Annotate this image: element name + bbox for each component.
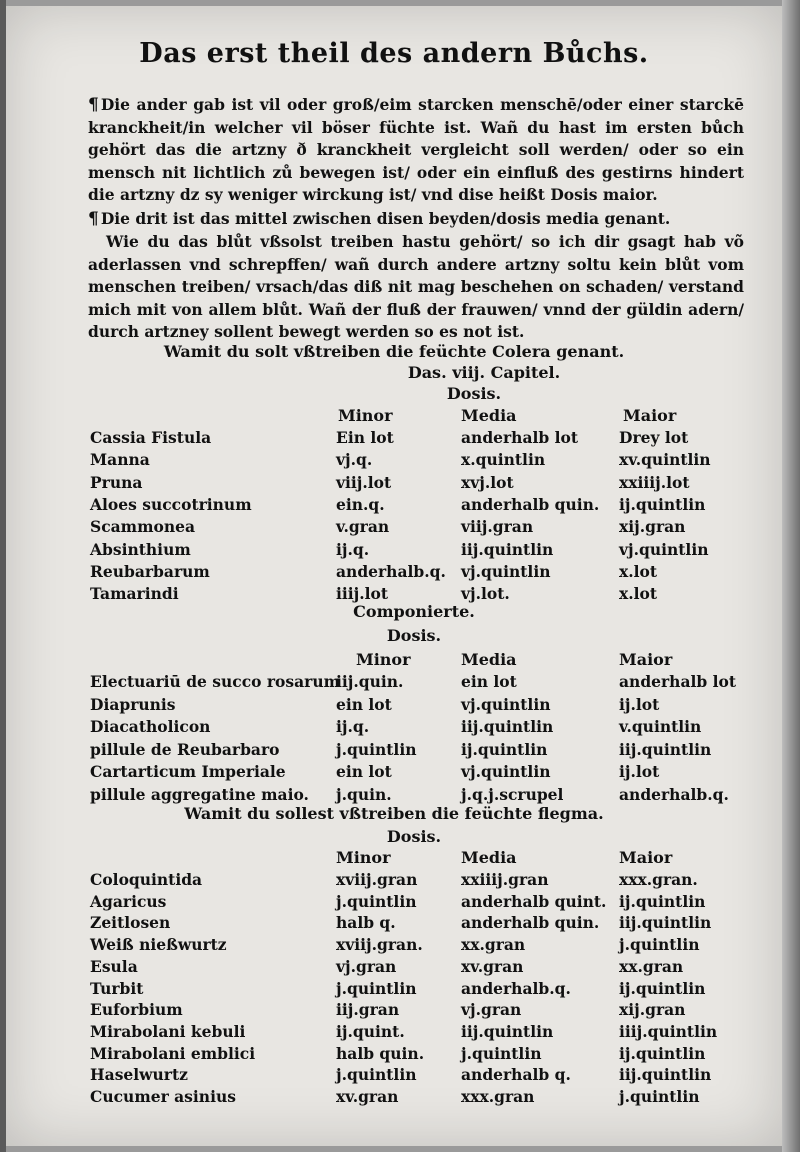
dose-media: x.quintlin xyxy=(461,450,546,470)
dose-media: vj.quintlin xyxy=(461,694,551,714)
ingredient-name: Esula xyxy=(90,956,138,976)
dose-maior: ij.lot xyxy=(619,762,660,781)
dose-minor: j.quintlin xyxy=(336,1065,417,1085)
pilcrow-icon: ¶ xyxy=(88,95,99,115)
dose-minor: xv.gran xyxy=(336,1087,399,1106)
book-page xyxy=(6,6,782,1146)
table-row xyxy=(6,473,782,495)
dose-minor: xviij.gran. xyxy=(336,935,423,955)
dose-media: ein lot xyxy=(461,672,517,691)
dose-media: j.q.j.scrupel xyxy=(461,784,564,804)
section3-dosis: Dosis. xyxy=(386,827,442,846)
col-minor: Minor xyxy=(338,406,393,425)
paragraph-3-text: Wie du das blůt vßsolst treiben hastu gehört/ so ich dir gsagt hab võ aderlassen vnd schrepffen/ wañ durch andere artzny soltu kein blůt vom menschen treiben/ vrsach/das diß nit mag beschehen on schaden/ verstand mich mit von allem blůt. Wañ der fluß der frauwen/ vnnd der güldin adern/ durch artzney sollent bewegt werden so es not ist. xyxy=(88,232,744,342)
dose-media: iij.quintlin xyxy=(461,539,554,559)
dose-maior: Drey lot xyxy=(619,428,689,447)
ingredient-name: Diaprunis xyxy=(90,694,176,714)
table-row xyxy=(6,935,782,957)
dose-media: anderhalb.q. xyxy=(461,978,571,998)
dose-media: xvj.lot xyxy=(461,472,514,492)
dose-maior: ij.quintlin xyxy=(619,978,706,998)
section1-heading: Wamit du solt vßtreiben die feüchte Colera genant. xyxy=(163,342,625,361)
table-row xyxy=(6,450,782,472)
section2-dosis: Dosis. xyxy=(386,626,442,645)
dose-media: anderhalb q. xyxy=(461,1065,571,1085)
ingredient-name: pillule aggregatine maio. xyxy=(90,784,309,804)
dose-maior: xv.quintlin xyxy=(619,450,711,470)
dose-minor: ein lot xyxy=(336,694,392,714)
dose-media: anderhalb lot xyxy=(461,428,578,447)
dose-minor: iij.gran xyxy=(336,1000,400,1020)
paragraph-2-text: Die drit ist das mittel zwischen disen beyden/dosis media genant. xyxy=(100,209,671,228)
ingredient-name: Tamarindi xyxy=(90,584,179,604)
dose-maior: ij.quintlin xyxy=(619,1043,706,1063)
dose-media: xxx.gran xyxy=(461,1087,535,1106)
dose-maior: anderhalb lot xyxy=(619,672,736,691)
dose-minor: halb q. xyxy=(336,913,396,933)
table-row xyxy=(6,717,782,739)
ingredient-name: Cassia Fistula xyxy=(90,428,212,447)
dose-media: xv.gran xyxy=(461,956,524,976)
dose-maior: xij.gran xyxy=(619,1000,686,1020)
ingredient-name: Reubarbarum xyxy=(90,561,210,581)
dose-minor: viij.lot xyxy=(336,472,392,492)
ingredient-name: Aloes succotrinum xyxy=(90,494,252,514)
paragraph-1-text: Die ander gab ist vil oder groß/eim starcken menschē/oder einer starckē kranckheit/in welcher vil böser füchte ist. Wañ du hast im ersten bůch gehört das die artzny ð kranckheit vergleicht soll werden/ oder so ein mensch nit lichtlich zů bewegen ist/ oder ein einfluß des gestirns hindert die artzny dz sy weniger wirckung ist/ vnd dise heißt Dosis maior. xyxy=(88,95,744,205)
col-media: Media xyxy=(461,650,517,669)
dose-maior: iij.quintlin xyxy=(619,913,712,933)
dose-media: anderhalb quint. xyxy=(461,891,607,911)
ingredient-name: Diacatholicon xyxy=(90,717,211,736)
section3-heading: Wamit du sollest vßtreiben die feüchte flegma. xyxy=(184,804,604,823)
col-maior: Maior xyxy=(619,650,673,669)
ingredient-name: Weiß nießwurtz xyxy=(90,935,227,955)
dose-maior: j.quintlin xyxy=(619,935,700,955)
dose-minor: xviij.gran xyxy=(336,870,418,889)
ingredient-name: Absinthium xyxy=(90,539,191,559)
ingredient-name: Pruna xyxy=(90,472,143,492)
table-row xyxy=(6,979,782,1001)
dose-minor: Ein lot xyxy=(336,428,394,447)
dose-minor: ein lot xyxy=(336,762,392,781)
col-media: Media xyxy=(461,848,517,867)
table-row xyxy=(6,740,782,762)
table-row xyxy=(6,913,782,935)
dose-maior: x.lot xyxy=(619,584,658,604)
section2-heading: Componierte. xyxy=(353,602,475,621)
dose-media: xxiiij.gran xyxy=(461,870,549,889)
table-row xyxy=(6,1044,782,1066)
dose-media: vj.quintlin xyxy=(461,561,551,581)
dose-maior: xxx.gran. xyxy=(619,870,698,889)
dose-maior: iij.quintlin xyxy=(619,739,712,759)
dose-media: vj.lot. xyxy=(461,584,510,604)
table-row xyxy=(6,1022,782,1044)
dose-media: xx.gran xyxy=(461,935,526,955)
table-row xyxy=(6,1065,782,1087)
page-title: Das erst theil des andern Bůchs. xyxy=(139,38,649,69)
ingredient-name: Coloquintida xyxy=(90,870,203,889)
ingredient-name: Mirabolani kebuli xyxy=(90,1021,246,1041)
dose-maior: iiij.quintlin xyxy=(619,1021,718,1041)
col-maior: Maior xyxy=(619,848,673,867)
book-binding xyxy=(782,0,800,1152)
dose-maior: anderhalb.q. xyxy=(619,784,729,804)
col-minor: Minor xyxy=(336,848,391,867)
col-minor: Minor xyxy=(356,650,411,669)
ingredient-name: Scammonea xyxy=(90,517,195,537)
dose-maior: ij.quintlin xyxy=(619,891,706,911)
ingredient-name: Euforbium xyxy=(90,1000,183,1020)
col-media: Media xyxy=(461,406,517,425)
dose-media: viij.gran xyxy=(461,517,534,537)
ingredient-name: Turbit xyxy=(90,978,144,998)
dose-maior: ij.quintlin xyxy=(619,494,706,514)
dose-maior: xx.gran xyxy=(619,956,684,976)
dose-minor: iiij.lot xyxy=(336,584,389,604)
section1-dosis: Dosis. xyxy=(446,384,502,403)
dose-minor: vj.q. xyxy=(336,450,373,470)
dose-media: j.quintlin xyxy=(461,1043,542,1063)
col-maior: Maior xyxy=(623,406,677,425)
dose-media: vj.gran xyxy=(461,1000,522,1020)
ingredient-name: Haselwurtz xyxy=(90,1065,188,1085)
pilcrow-icon: ¶ xyxy=(88,209,99,229)
dose-minor: iij.quin. xyxy=(336,672,404,691)
ingredient-name: Electuariū de succo rosarum xyxy=(90,672,341,691)
dose-minor: halb quin. xyxy=(336,1043,425,1063)
ingredient-name: Zeitlosen xyxy=(90,913,171,933)
dose-maior: x.lot xyxy=(619,561,658,581)
dose-maior: iij.quintlin xyxy=(619,1065,712,1085)
dose-maior: vj.quintlin xyxy=(619,539,709,559)
table-row xyxy=(6,762,782,784)
dose-minor: ein.q. xyxy=(336,494,385,514)
table-row xyxy=(6,517,782,539)
paragraph-1 xyxy=(88,94,744,207)
ingredient-name: Cucumer asinius xyxy=(90,1087,236,1106)
table-row xyxy=(6,892,782,914)
dose-minor: j.quintlin xyxy=(336,978,417,998)
table-row xyxy=(6,495,782,517)
ingredient-name: Manna xyxy=(90,450,150,470)
table-row xyxy=(6,870,782,892)
dose-maior: j.quintlin xyxy=(619,1087,700,1106)
dose-media: vj.quintlin xyxy=(461,762,551,781)
table-row xyxy=(6,562,782,584)
dose-minor: ij.quint. xyxy=(336,1021,405,1041)
dose-minor: ij.q. xyxy=(336,539,370,559)
dose-minor: anderhalb.q. xyxy=(336,561,446,581)
table-row xyxy=(6,695,782,717)
section1-chapter: Das. viij. Capitel. xyxy=(407,363,561,382)
table-row xyxy=(6,1087,782,1109)
dose-media: anderhalb quin. xyxy=(461,913,600,933)
dose-media: iij.quintlin xyxy=(461,1021,554,1041)
dose-media: ij.quintlin xyxy=(461,739,548,759)
dose-minor: ij.q. xyxy=(336,717,370,736)
table-row xyxy=(6,672,782,694)
dose-media: iij.quintlin xyxy=(461,717,554,736)
dose-minor: j.quintlin xyxy=(336,739,417,759)
dose-minor: j.quintlin xyxy=(336,891,417,911)
dose-media: anderhalb quin. xyxy=(461,494,600,514)
ingredient-name: pillule de Reubarbaro xyxy=(90,739,280,759)
table-row xyxy=(6,957,782,979)
table-row xyxy=(6,428,782,450)
dose-minor: j.quin. xyxy=(336,784,392,804)
ingredient-name: Agaricus xyxy=(90,891,167,911)
dose-maior: ij.lot xyxy=(619,694,660,714)
dose-maior: v.quintlin xyxy=(619,717,702,736)
table-row xyxy=(6,1000,782,1022)
paragraph-2 xyxy=(88,208,744,231)
paragraph-3 xyxy=(88,231,744,344)
dose-minor: v.gran xyxy=(336,517,390,537)
ingredient-name: Cartarticum Imperiale xyxy=(90,762,286,781)
dose-maior: xij.gran xyxy=(619,517,686,537)
table-row xyxy=(6,540,782,562)
dose-maior: xxiiij.lot xyxy=(619,472,690,492)
ingredient-name: Mirabolani emblici xyxy=(90,1043,256,1063)
dose-minor: vj.gran xyxy=(336,956,397,976)
